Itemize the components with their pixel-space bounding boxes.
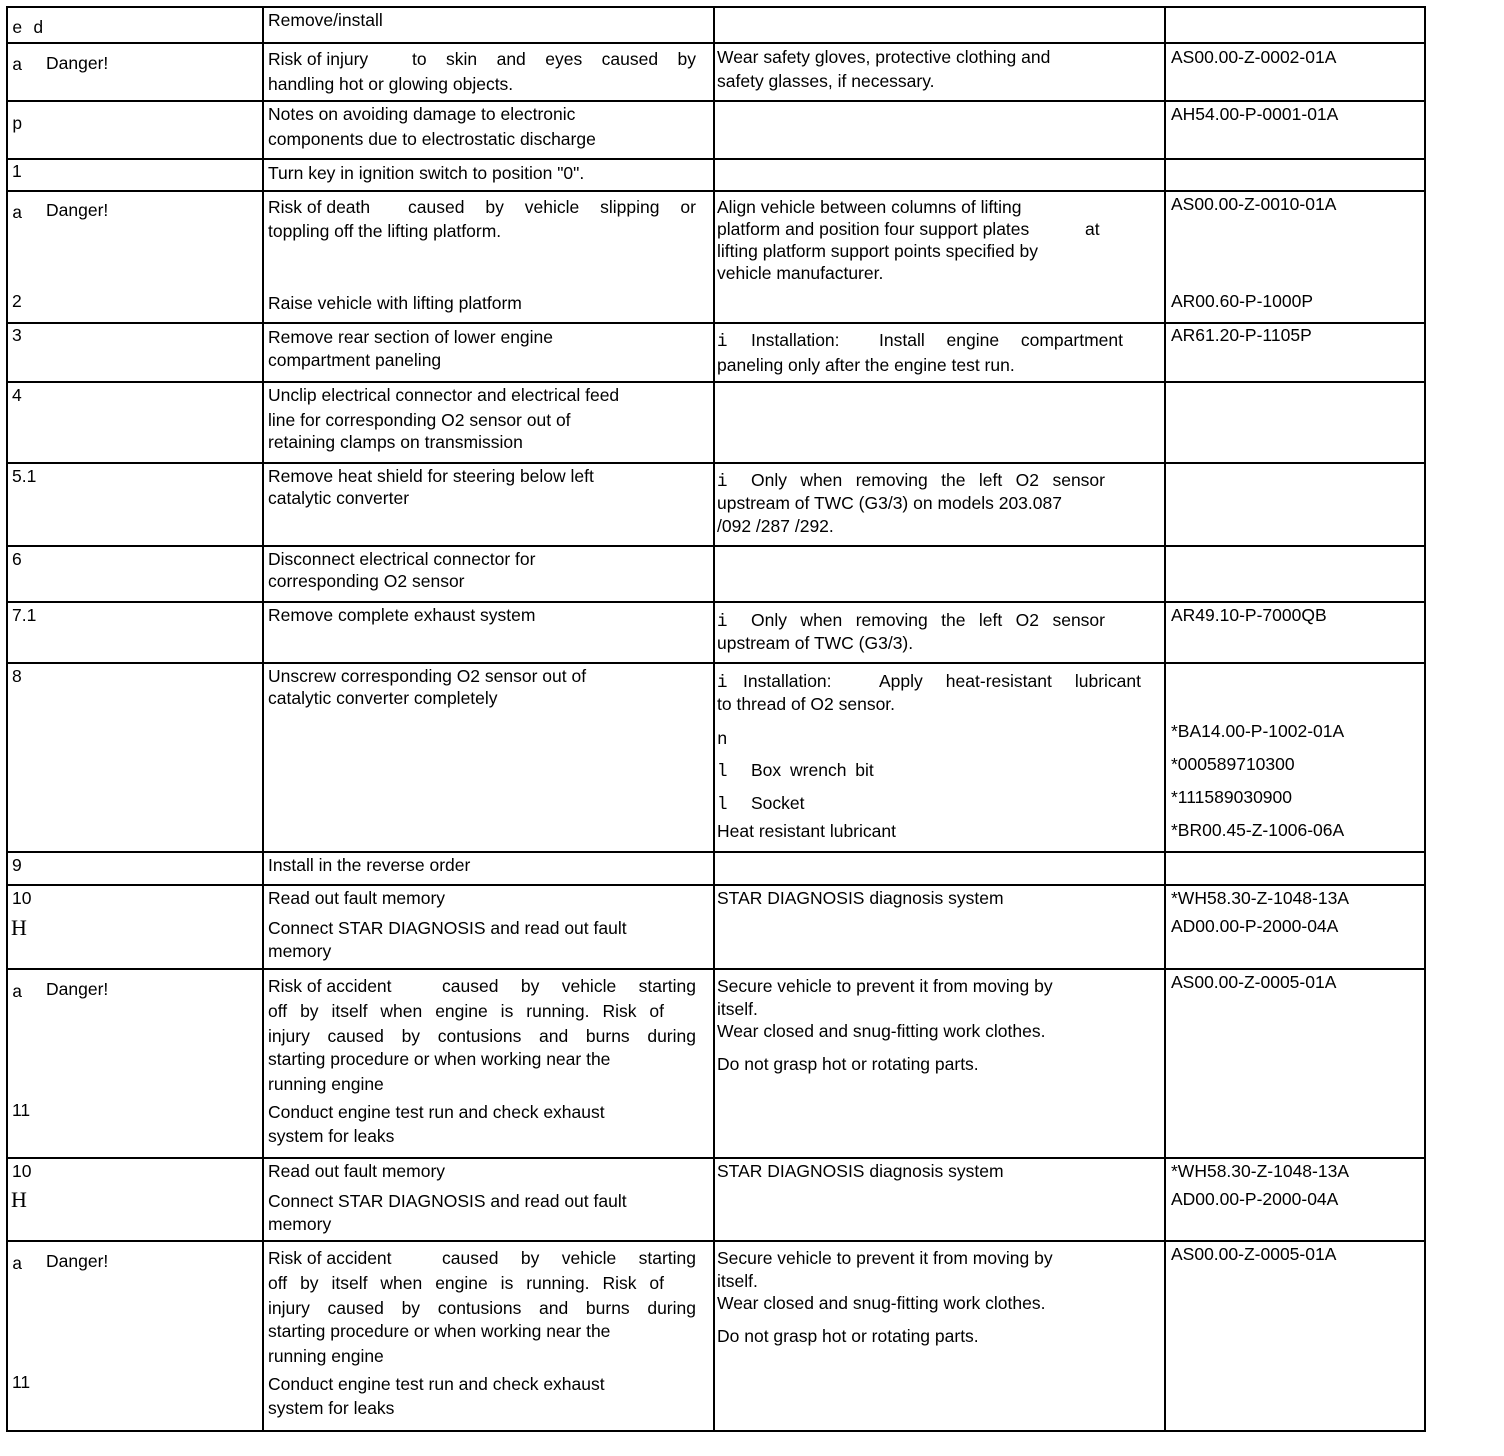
- risk-text: caused by vehicle starting: [442, 1248, 696, 1268]
- tool-name: Box wrench bit: [751, 760, 874, 780]
- danger-label: Danger!: [46, 1251, 109, 1271]
- step-text: components due to electrostatic discharge: [268, 129, 596, 149]
- risk-text: injury caused by contusions and burns during: [268, 1298, 696, 1318]
- step-number: 9: [12, 855, 22, 875]
- reference-code: AD00.00-P-2000-04A: [1171, 916, 1339, 936]
- reference-code: AD00.00-P-2000-04A: [1171, 1189, 1339, 1209]
- step-text: Turn key in ignition switch to position "0".: [268, 163, 585, 183]
- step-text: Disconnect electrical connector for: [268, 549, 536, 569]
- risk-title: Risk of death: [268, 197, 371, 217]
- tool-bullet: l: [717, 762, 728, 782]
- table-row: [7, 1241, 1425, 1431]
- step-text: Remove/install: [268, 10, 383, 30]
- risk-text: caused by vehicle slipping or: [408, 197, 696, 217]
- risk-text: toppling off the lifting platform.: [268, 221, 502, 241]
- danger-symbol: a: [12, 56, 23, 76]
- table-row: [7, 7, 1425, 43]
- step-text: Install in the reverse order: [268, 855, 471, 875]
- reference-code: *WH58.30-Z-1048-13A: [1171, 888, 1349, 908]
- risk-text: off by itself when engine is running. Risk of: [268, 1001, 664, 1021]
- step-text: Notes on avoiding damage to electronic: [268, 104, 576, 124]
- note-label: Installation:: [743, 671, 832, 691]
- reference-code: AS00.00-Z-0005-01A: [1171, 1244, 1337, 1264]
- note-text: Align vehicle between columns of lifting: [717, 197, 1022, 217]
- note-text: Only when removing the left O2 sensor: [751, 470, 1105, 490]
- note-text: vehicle manufacturer.: [717, 263, 884, 283]
- step-text: memory: [268, 941, 332, 961]
- note-text: lifting platform support points specified by: [717, 241, 1038, 261]
- step-number: 7.1: [12, 605, 37, 625]
- step-number: 2: [12, 291, 22, 311]
- danger-symbol: a: [12, 1255, 23, 1275]
- note-text: paneling only after the engine test run.: [717, 355, 1015, 375]
- danger-label: Danger!: [46, 979, 109, 999]
- step-number: 6: [12, 549, 22, 569]
- step-text: Remove rear section of lower engine: [268, 327, 554, 347]
- note-text: Do not grasp hot or rotating parts.: [717, 1326, 979, 1346]
- reference-code: AR49.10-P-7000QB: [1171, 605, 1327, 625]
- note-label: Installation:: [751, 330, 840, 350]
- table-row: [7, 159, 1425, 191]
- tool-bullet: l: [717, 795, 728, 815]
- step-number: 4: [12, 385, 22, 405]
- step-text: line for corresponding O2 sensor out of: [268, 410, 571, 430]
- step-text: system for leaks: [268, 1126, 395, 1146]
- note-symbol: n: [717, 730, 728, 750]
- table-row: [7, 463, 1425, 546]
- step-text: system for leaks: [268, 1398, 395, 1418]
- step-number: 10: [12, 1161, 32, 1181]
- diagnosis-symbol: H: [11, 915, 27, 940]
- note-text: Install engine compartment: [879, 330, 1123, 350]
- table-row: [7, 663, 1425, 852]
- info-icon: i: [717, 472, 728, 492]
- tool-name: STAR DIAGNOSIS diagnosis system: [717, 1161, 1004, 1181]
- symbol-text: e d: [12, 19, 44, 39]
- step-number: 11: [12, 1100, 31, 1120]
- table-row: [7, 546, 1425, 602]
- note-text: platform and position four support plates: [717, 219, 1030, 239]
- risk-text: caused by vehicle starting: [442, 976, 696, 996]
- risk-text: starting procedure or when working near the: [268, 1049, 611, 1069]
- step-number: 3: [12, 325, 22, 345]
- risk-text: to skin and eyes caused by: [412, 49, 696, 69]
- note-text: Secure vehicle to prevent it from moving by: [717, 976, 1053, 996]
- reference-code: AR61.20-P-1105P: [1171, 325, 1312, 345]
- reference-code: *000589710300: [1171, 754, 1295, 774]
- step-text: catalytic converter completely: [268, 688, 498, 708]
- step-text: Remove complete exhaust system: [268, 605, 536, 625]
- note-text: upstream of TWC (G3/3).: [717, 633, 914, 653]
- note-text: /092 /287 /292.: [717, 516, 834, 536]
- reference-code: AS00.00-Z-0005-01A: [1171, 972, 1337, 992]
- step-text: Read out fault memory: [268, 888, 446, 908]
- table-row: [7, 1158, 1425, 1241]
- step-number: 1: [12, 161, 22, 181]
- note-text: upstream of TWC (G3/3) on models 203.087: [717, 493, 1062, 513]
- material-name: Heat resistant lubricant: [717, 821, 896, 841]
- note-text: Wear closed and snug-fitting work clothes.: [717, 1293, 1046, 1313]
- risk-text: starting procedure or when working near the: [268, 1321, 611, 1341]
- reference-code: *BA14.00-P-1002-01A: [1171, 721, 1345, 741]
- step-text: corresponding O2 sensor: [268, 571, 465, 591]
- table-row: [7, 323, 1425, 382]
- reference-code: *WH58.30-Z-1048-13A: [1171, 1161, 1349, 1181]
- step-text: Remove heat shield for steering below left: [268, 466, 594, 486]
- step-text: retaining clamps on transmission: [268, 432, 523, 452]
- note-text: Apply heat-resistant lubricant: [879, 671, 1141, 691]
- risk-text: running engine: [268, 1346, 384, 1366]
- table-row: [7, 885, 1425, 969]
- note-text: to thread of O2 sensor.: [717, 694, 896, 714]
- note-text: safety glasses, if necessary.: [717, 71, 935, 91]
- table-row: [7, 382, 1425, 463]
- table-row: [7, 852, 1425, 885]
- reference-code: AS00.00-Z-0002-01A: [1171, 47, 1337, 67]
- step-text: Connect STAR DIAGNOSIS and read out fault: [268, 918, 627, 938]
- danger-label: Danger!: [46, 200, 109, 220]
- info-icon: i: [717, 673, 728, 693]
- step-number: 8: [12, 666, 22, 686]
- step-text: Conduct engine test run and check exhaust: [268, 1374, 605, 1394]
- risk-title: Risk of accident: [268, 1248, 392, 1268]
- step-text: Raise vehicle with lifting platform: [268, 293, 522, 313]
- step-text: Unscrew corresponding O2 sensor out of: [268, 666, 587, 686]
- table-row: [7, 602, 1425, 663]
- table-row: [7, 969, 1425, 1158]
- note-text: Wear closed and snug-fitting work clothes.: [717, 1021, 1046, 1041]
- note-text: Secure vehicle to prevent it from moving by: [717, 1248, 1053, 1268]
- tool-name: Socket: [751, 793, 805, 813]
- risk-title: Risk of injury: [268, 49, 369, 69]
- note-text: Do not grasp hot or rotating parts.: [717, 1054, 979, 1074]
- risk-text: running engine: [268, 1074, 384, 1094]
- step-number: 10: [12, 888, 32, 908]
- table-row: [7, 191, 1425, 323]
- note-text: at: [1085, 219, 1100, 239]
- reference-code: AS00.00-Z-0010-01A: [1171, 194, 1337, 214]
- tool-name: STAR DIAGNOSIS diagnosis system: [717, 888, 1004, 908]
- info-icon: i: [717, 612, 728, 632]
- info-icon: i: [717, 332, 728, 352]
- risk-text: handling hot or glowing objects.: [268, 74, 514, 94]
- step-text: Conduct engine test run and check exhaust: [268, 1102, 605, 1122]
- note-text: Wear safety gloves, protective clothing and: [717, 47, 1051, 67]
- note-text: itself.: [717, 1271, 758, 1291]
- step-number: 5.1: [12, 466, 37, 486]
- step-text: Unclip electrical connector and electrical feed: [268, 385, 620, 405]
- step-text: catalytic converter: [268, 488, 410, 508]
- reference-code: *BR00.45-Z-1006-06A: [1171, 820, 1345, 840]
- diagnosis-symbol: H: [11, 1187, 27, 1212]
- table-row: [7, 101, 1425, 159]
- reference-code: AH54.00-P-0001-01A: [1171, 104, 1339, 124]
- step-text: Read out fault memory: [268, 1161, 446, 1181]
- danger-symbol: a: [12, 204, 23, 224]
- danger-label: Danger!: [46, 53, 109, 73]
- risk-title: Risk of accident: [268, 976, 392, 996]
- table-row: [7, 43, 1425, 101]
- reference-code: AR00.60-P-1000P: [1171, 291, 1314, 311]
- danger-symbol: a: [12, 983, 23, 1003]
- step-number: 11: [12, 1372, 31, 1392]
- step-text: memory: [268, 1214, 332, 1234]
- procedure-table: [6, 6, 1426, 1432]
- step-text: compartment paneling: [268, 350, 442, 370]
- step-text: Connect STAR DIAGNOSIS and read out fault: [268, 1191, 627, 1211]
- note-text: Only when removing the left O2 sensor: [751, 610, 1105, 630]
- note-text: itself.: [717, 999, 758, 1019]
- risk-text: off by itself when engine is running. Risk of: [268, 1273, 664, 1293]
- reference-code: *111589030900: [1171, 787, 1293, 807]
- notice-symbol: p: [12, 115, 23, 135]
- risk-text: injury caused by contusions and burns during: [268, 1026, 696, 1046]
